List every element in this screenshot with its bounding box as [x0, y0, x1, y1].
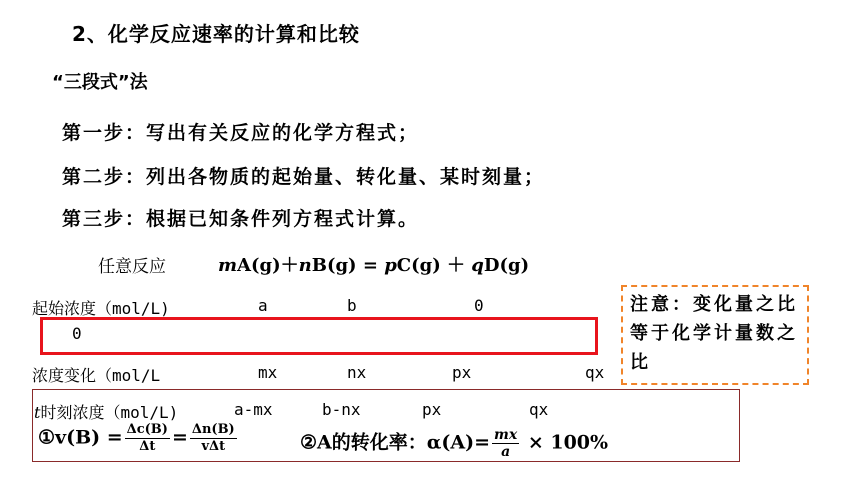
t-time-label — [34, 400, 178, 423]
conversion-formula — [300, 427, 608, 460]
conversion-fraction — [492, 427, 519, 460]
change-c: px — [452, 363, 472, 382]
initial-b: b — [347, 296, 357, 315]
initial-a: a — [258, 296, 268, 315]
rate-equals: = — [171, 426, 188, 449]
step-2: 第二步：列出各物质的起始量、转化量、某时刻量； — [62, 166, 546, 188]
rate-fraction-1 — [125, 422, 170, 455]
change-d: qx — [585, 363, 605, 382]
frac2-numerator: Δn(B) — [191, 422, 235, 437]
conversion-numerator: mx — [494, 427, 518, 443]
initial-c: 0 — [474, 296, 484, 315]
step-3: 第三步：根据已知条件列方程式计算。 — [62, 208, 420, 230]
t-time-a: a-mx — [234, 400, 273, 419]
conversion-suffix: × 100% — [521, 431, 609, 454]
species-b: B(g) = — [311, 255, 385, 276]
change-b: nx — [347, 363, 367, 382]
frac1-denominator: Δt — [139, 439, 156, 454]
frac2-denominator: vΔt — [201, 439, 226, 454]
coef-q: q — [471, 255, 484, 276]
change-label: 浓度变化（mol/L — [32, 366, 161, 385]
conversion-prefix: ②A的转化率：α(A)= — [300, 431, 491, 454]
change-a: mx — [258, 363, 278, 382]
coef-n: n — [298, 255, 312, 276]
species-d: D(g) — [483, 255, 530, 276]
rate-formula — [38, 422, 239, 455]
rate-fraction-2 — [190, 422, 237, 455]
conversion-denominator: a — [501, 444, 511, 460]
coef-m: m — [218, 255, 238, 276]
species-a: A(g)＋ — [237, 255, 299, 276]
section-heading: 2、化学反应速率的计算和比较 — [72, 22, 360, 46]
t-time-d: qx — [529, 400, 549, 419]
t-time-b: b-nx — [322, 400, 361, 419]
coef-p: p — [384, 255, 397, 276]
reaction-label: 任意反应 — [98, 257, 166, 277]
highlight-box — [40, 317, 598, 355]
step-1: 第一步：写出有关反应的化学方程式； — [62, 122, 420, 144]
initial-label: 起始浓度（mol/L) — [32, 299, 170, 318]
t-time-label-text: 时刻浓度（mol/L) — [40, 403, 179, 422]
initial-d: 0 — [72, 324, 82, 343]
frac1-numerator: Δc(B) — [126, 422, 168, 437]
rate-prefix: ①v(B) = — [38, 426, 123, 449]
reaction-equation — [218, 251, 529, 277]
method-title: “三段式”法 — [52, 72, 148, 93]
note-text: 注意：变化量之比等于化学计量数之比 — [630, 294, 798, 373]
t-time-c: px — [422, 400, 442, 419]
species-c: C(g) ＋ — [396, 255, 472, 276]
t-symbol: t — [34, 403, 41, 422]
